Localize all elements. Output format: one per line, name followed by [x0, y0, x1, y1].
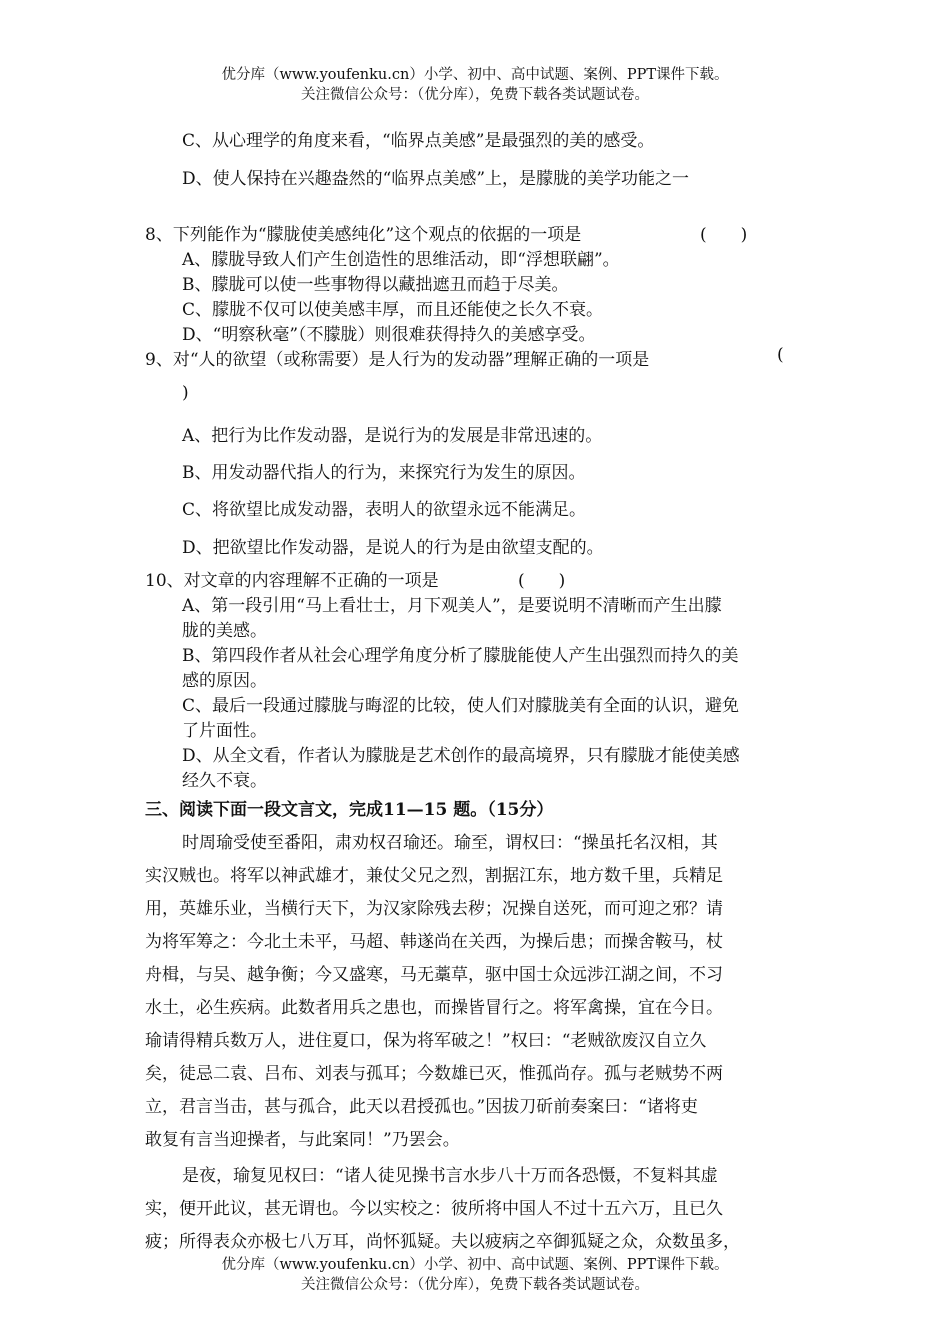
q7-option-c: C、从心理学的角度来看，“临界点美感”是最强烈的美的感受。	[182, 131, 655, 151]
page-footer-line-2: 关注微信公众号：（优分库），免费下载各类试题试卷。	[301, 1277, 649, 1293]
q10-answer-paren: ( )	[518, 571, 566, 591]
page-header-line-1: 优分库（www.youfenku.cn）小学、初中、高中试题、案例、PPT课件下载。	[221, 67, 729, 83]
q8-answer-paren: ( )	[700, 225, 748, 245]
q10-option-c-line-2: 了片面性。	[182, 721, 267, 741]
passage-p1-line: 矣，徒忌二袁、吕布、刘表与孤耳；今数雄已灭，惟孤尚存。孤与老贼势不两	[145, 1064, 723, 1084]
q9-answer-paren-close: )	[182, 383, 189, 403]
passage-p2-line: 疲；所得表众亦极七八万耳，尚怀狐疑。夫以疲病之卒御狐疑之众，众数虽多，	[145, 1232, 740, 1252]
passage-p1-line: 水土，必生疾病。此数者用兵之患也，而操皆冒行之。将军禽操，宜在今日。	[145, 998, 723, 1018]
passage-p1-line: 用，英雄乐业，当横行天下，为汉家除残去秽；况操自送死，而可迎之邪？请	[145, 899, 723, 919]
page-header-line-2: 关注微信公众号：（优分库），免费下载各类试题试卷。	[301, 87, 649, 103]
passage-p1-line: 为将军筹之：今北土未平，马超、韩遂尚在关西，为操后患；而操舍鞍马，杖	[145, 932, 723, 952]
q10-option-d-line-1: D、从全文看，作者认为朦胧是艺术创作的最高境界，只有朦胧才能使美感	[182, 746, 740, 766]
q8-option-a: A、朦胧导致人们产生创造性的思维活动，即“浮想联翩”。	[182, 250, 620, 270]
passage-p2-line: 实，便开此议，甚无谓也。今以实校之：彼所将中国人不过十五六万，且已久	[145, 1199, 723, 1219]
q9-option-a: A、把行为比作发动器，是说行为的发展是非常迅速的。	[182, 426, 603, 446]
passage-p1-line: 瑜请得精兵数万人，进住夏口，保为将军破之！”权曰：“老贼欲废汉自立久	[145, 1031, 707, 1051]
q10-option-a-line-2: 胧的美感。	[182, 621, 267, 641]
q10-option-d-line-2: 经久不衰。	[182, 771, 267, 791]
q9-answer-paren-open: (	[777, 345, 784, 365]
q10-option-c-line-1: C、最后一段通过朦胧与晦涩的比较，使人们对朦胧美有全面的认识，避免	[182, 696, 740, 716]
passage-p1-line: 实汉贼也。将军以神武雄才，兼仗父兄之烈，割据江东，地方数千里，兵精足	[145, 866, 723, 886]
q10-option-b-line-2: 感的原因。	[182, 671, 267, 691]
passage-p1-line: 舟楫，与吴、越争衡；今又盛寒，马无藁草，驱中国士众远涉江湖之间，不习	[145, 965, 723, 985]
q8-option-d: D、“明察秋毫”（不朦胧）则很难获得持久的美感享受。	[182, 325, 596, 345]
section-3-title: 三、阅读下面一段文言文，完成11—15 题。（15分）	[145, 800, 554, 820]
passage-p1-line: 敢复有言当迎操者，与此案同！”乃罢会。	[145, 1130, 460, 1150]
q10-option-a-line-1: A、第一段引用“马上看壮士，月下观美人”，是要说明不清晰而产生出朦	[182, 596, 722, 616]
q8-option-b: B、朦胧可以使一些事物得以藏拙遮丑而趋于尽美。	[182, 275, 569, 295]
q9-option-b: B、用发动器代指人的行为，来探究行为发生的原因。	[182, 463, 586, 483]
passage-p1-line: 立，君言当击，甚与孤合，此天以君授孤也。”因拔刀斫前奏案曰：“诸将吏	[145, 1097, 698, 1117]
q8-stem: 8、下列能作为“朦胧使美感纯化”这个观点的依据的一项是	[145, 225, 582, 245]
passage-p2-line: 是夜，瑜复见权曰：“诸人徒见操书言水步八十万而各恐慑，不复料其虚	[182, 1166, 718, 1186]
q9-option-c: C、将欲望比成发动器，表明人的欲望永远不能满足。	[182, 500, 587, 520]
passage-p1-line: 时周瑜受使至番阳，肃劝权召瑜还。瑜至，谓权曰：“操虽托名汉相，其	[182, 833, 718, 853]
q7-option-d: D、使人保持在兴趣盎然的“临界点美感”上，是朦胧的美学功能之一	[182, 169, 690, 189]
q10-stem: 10、对文章的内容理解不正确的一项是	[145, 571, 439, 591]
q10-option-b-line-1: B、第四段作者从社会心理学角度分析了朦胧能使人产生出强烈而持久的美	[182, 646, 739, 666]
q8-option-c: C、朦胧不仅可以使美感丰厚，而且还能使之长久不衰。	[182, 300, 604, 320]
q9-option-d: D、把欲望比作发动器，是说人的行为是由欲望支配的。	[182, 538, 604, 558]
page-footer-line-1: 优分库（www.youfenku.cn）小学、初中、高中试题、案例、PPT课件下载。	[221, 1257, 729, 1273]
q9-stem: 9、对“人的欲望（或称需要）是人行为的发动器”理解正确的一项是	[145, 350, 650, 370]
